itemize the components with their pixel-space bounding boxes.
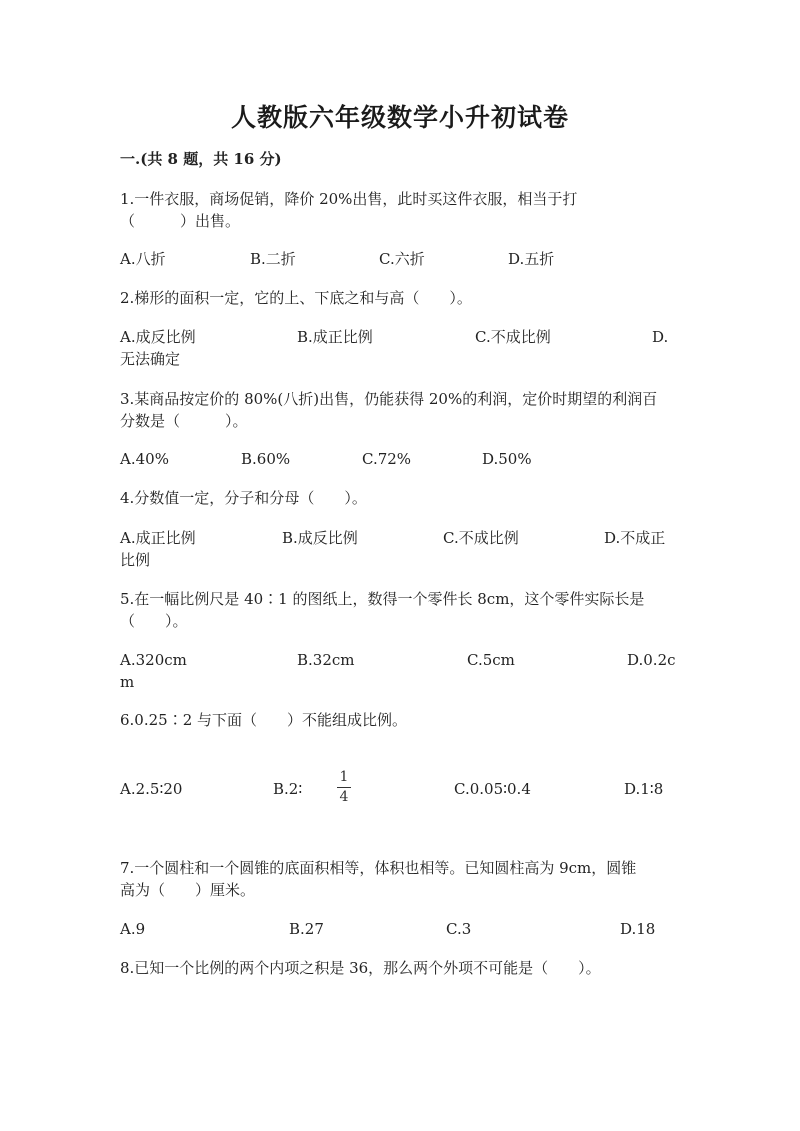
q5-option-a: A.320cm (120, 651, 187, 669)
q4-option-d-continued: 比例 (120, 551, 151, 569)
question-5-line-2: （ ）。 (120, 612, 188, 630)
q6-option-b-fraction (337, 770, 351, 805)
question-5-stem (120, 588, 680, 632)
question-5-line-1: 5.在一幅比例尺是 40∶1 的图纸上，数得一个零件长 8cm，这个零件实际长是 (120, 590, 645, 608)
q5-option-d-continued: m (120, 673, 135, 691)
question-3-line-1: 3.某商品按定价的 80%(八折)出售，仍能获得 20%的利润，定价时期望的利润百 (120, 390, 658, 408)
question-3-stem (120, 388, 680, 432)
q7-option-d: D.18 (620, 920, 656, 938)
question-6-stem (120, 709, 680, 731)
question-1-line-2: （ ）出售。 (120, 212, 241, 230)
q3-option-c: C.72% (362, 450, 412, 468)
fraction-bar (337, 787, 351, 788)
question-4-stem (120, 487, 680, 509)
question-4-line-1: 4.分数值一定，分子和分母（ ）。 (120, 489, 367, 507)
question-1-line-1: 1.一件衣服，商场促销，降价 20%出售，此时买这件衣服，相当于打 (120, 190, 578, 208)
question-8-stem (120, 957, 680, 979)
q4-option-b: B.成反比例 (282, 529, 358, 547)
q3-option-d: D.50% (482, 450, 532, 468)
page-title: 人教版六年级数学小升初试卷 (230, 103, 569, 132)
question-1-stem (120, 188, 680, 232)
q7-option-c: C.3 (446, 920, 472, 938)
question-3-line-2: 分数是（ ）。 (120, 412, 248, 430)
q1-option-a: A.八折 (120, 250, 166, 268)
q6-option-b: B.2∶ (273, 780, 303, 798)
q4-option-c: C.不成比例 (443, 529, 519, 547)
q4-option-a: A.成正比例 (120, 529, 196, 547)
q3-option-b: B.60% (241, 450, 291, 468)
q2-option-d-continued: 无法确定 (120, 350, 181, 368)
question-7-line-1: 7.一个圆柱和一个圆锥的底面积相等，体积也相等。已知圆柱高为 9cm，圆锥 (120, 859, 637, 877)
q4-option-d: D.不成正 (604, 529, 666, 547)
q3-option-a: A.40% (120, 450, 169, 468)
question-7-stem (120, 857, 680, 901)
question-6-line-1: 6.0.25∶2 与下面（ ）不能组成比例。 (120, 711, 408, 729)
q1-option-c: C.六折 (379, 250, 425, 268)
question-8-line-1: 8.已知一个比例的两个内项之积是 36，那么两个外项不可能是（ ）。 (120, 959, 601, 977)
q7-option-a: A.9 (120, 920, 146, 938)
q1-option-b: B.二折 (250, 250, 296, 268)
q5-option-c: C.5cm (467, 651, 515, 669)
q1-option-d: D.五折 (508, 250, 555, 268)
question-2-line-1: 2.梯形的面积一定，它的上、下底之和与高（ ）。 (120, 289, 472, 307)
q6-option-c: C.0.05∶0.4 (454, 780, 531, 798)
question-7-line-2: 高为（ ）厘米。 (120, 881, 256, 899)
q7-option-b: B.27 (289, 920, 324, 938)
q2-option-b: B.成正比例 (297, 328, 373, 346)
fraction-denominator: 4 (339, 789, 349, 805)
q6-option-a: A.2.5∶20 (120, 780, 183, 798)
q2-option-a: A.成反比例 (120, 328, 196, 346)
q5-option-b: B.32cm (297, 651, 355, 669)
q2-option-c: C.不成比例 (475, 328, 551, 346)
q2-option-d: D. (652, 328, 669, 346)
q6-option-d: D.1∶8 (624, 780, 664, 798)
question-2-stem (120, 287, 680, 309)
fraction-numerator: 1 (339, 769, 349, 785)
q5-option-d: D.0.2c (627, 651, 676, 669)
section-heading: 一.(共 8 题，共 16 分) (120, 150, 282, 168)
